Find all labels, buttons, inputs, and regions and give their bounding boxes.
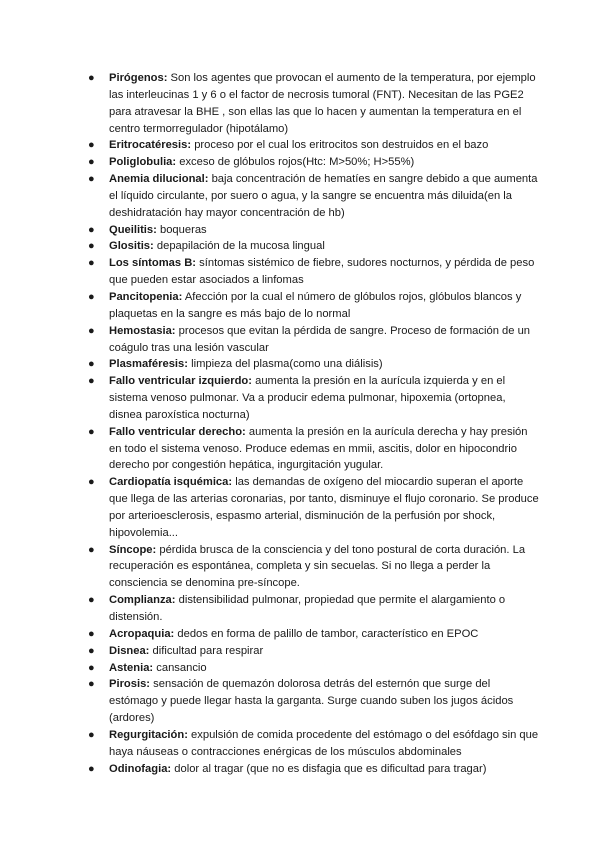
term: Pirógenos: [109, 72, 168, 84]
bullet-icon: ● [88, 324, 95, 337]
term: Síncope: [109, 543, 157, 556]
term: Disnea: [109, 644, 150, 657]
list-item [88, 154, 540, 171]
list-item [88, 323, 540, 357]
term: Glositis: [109, 240, 154, 253]
definition: proceso por el cual los eritrocitos son destruidos en el bazo [191, 139, 489, 152]
bullet-icon: ● [88, 240, 95, 253]
term: Queilitis: [109, 223, 157, 236]
bullet-icon: ● [88, 543, 95, 556]
term: Odinofagia: [109, 762, 172, 775]
definition: exceso de glóbulos rojos(Htc: M>50%; H>55%) [176, 156, 415, 169]
list-item [88, 424, 540, 475]
list-item [88, 356, 540, 373]
list-item [88, 70, 540, 137]
definition: aumenta la presión en la aurícula izquierda y en el sistema venoso pulmonar. Va a producir edema pulmonar, hipoxemia (ortopnea, disnea paroxística nocturna) [109, 375, 506, 421]
definition: aumenta la presión en la aurícula derecha y hay presión en todo el sistema venoso. Produce edemas en mmii, ascitis, dolor en hipocondrio derecho por congestión hepática, ingurgitación yugular. [109, 425, 528, 472]
list-item [88, 626, 540, 643]
term: Plasmaféresis: [109, 358, 188, 371]
definition: expulsión de comida procedente del estómago o del esófdago sin que haya náuseas o contracciones enérgicas de los músculos abdominales [109, 728, 539, 758]
bullet-icon: ● [88, 762, 95, 775]
bullet-icon: ● [88, 290, 95, 303]
bullet-icon: ● [88, 223, 95, 236]
list-item [88, 289, 540, 323]
term: Regurgitación: [109, 728, 188, 741]
term: Anemia dilucional: [109, 173, 209, 186]
term: Fallo ventricular derecho: [109, 425, 246, 438]
list-item [88, 137, 540, 154]
definition: baja concentración de hematíes en sangre debido a que aumenta el líquido circulante, por suero o agua, y la sangre se encuentra más diluida(en la deshidratación hay mayor concentración de hb) [109, 173, 538, 219]
definition: cansancio [153, 661, 207, 674]
list-item [88, 222, 540, 239]
definition: dedos en forma de palillo de tambor, característico en EPOC [174, 627, 479, 640]
bullet-icon: ● [88, 627, 95, 640]
bullet-icon: ● [88, 594, 95, 607]
term: Los síntomas B: [109, 257, 197, 270]
list-item [88, 761, 540, 778]
term: Hemostasia: [109, 324, 176, 337]
definition: Son los agentes que provocan el aumento de la temperatura, por ejemplo las interleucinas 1 y 6 o el factor de necrosis tumoral (FNT). Necesitan de las PGE2 para atravesar la BHE , son ellas las que lo hacen y aumentan la temperatura en el centro termorregulador (hipotálamo) [109, 72, 536, 135]
bullet-icon: ● [88, 425, 95, 438]
list-item [88, 373, 540, 424]
definition: Afección por la cual el número de glóbulos rojos, glóbulos blancos y plaquetas en la sangre es más bajo de lo normal [109, 290, 522, 320]
term: Acropaquia: [109, 627, 175, 640]
term: Cardiopatía isquémica: [109, 476, 233, 489]
term: Fallo ventricular izquierdo: [109, 375, 252, 388]
definition: depapilación de la mucosa lingual [153, 240, 325, 253]
definition: pérdida brusca de la consciencia y del tono postural de corta duración. La recuperación es espontánea, completa y sin secuelas. Si no llega a perder la consciencia se denomina pre-síncope. [109, 543, 526, 590]
list-item [88, 474, 540, 541]
definition: distensibilidad pulmonar, propiedad que permite el alargamiento o distensión. [109, 594, 506, 623]
list-item [88, 238, 540, 255]
definition: síntomas sistémico de fiebre, sudores nocturnos, y pérdida de peso que pueden estar asociados a linfomas [109, 257, 535, 287]
bullet-icon: ● [88, 156, 95, 169]
list-item [88, 660, 540, 677]
list-item [88, 676, 540, 727]
definition: las demandas de oxígeno del miocardio superan el aporte que llega de las arterias coronarias, por tanto, disminuye el flujo coronario. Se produce por arterioesclerosis, espasmo arterial, disminución de la perfusión por shock, hipovolemia... [109, 476, 539, 539]
bullet-icon: ● [88, 139, 95, 152]
list-item [88, 171, 540, 222]
term: Pirosis: [109, 678, 151, 691]
bullet-icon: ● [88, 358, 95, 371]
definition: boqueras [156, 223, 207, 236]
bullet-icon: ● [88, 72, 95, 84]
bullet-icon: ● [88, 257, 95, 270]
glossary-list [88, 70, 540, 777]
term: Astenia: [109, 661, 154, 674]
bullet-icon: ● [88, 375, 95, 388]
list-item [88, 643, 540, 660]
term: Pancitopenia: [109, 290, 183, 303]
list-item [88, 592, 540, 626]
list-item [88, 727, 540, 761]
definition: limpieza del plasma(como una diálisis) [188, 358, 383, 371]
bullet-icon: ● [88, 678, 95, 691]
bullet-icon: ● [88, 661, 95, 674]
bullet-icon: ● [88, 476, 95, 489]
term: Poliglobulia: [109, 156, 177, 169]
definition: procesos que evitan la pérdida de sangre. Proceso de formación de un coágulo tras una lesión vascular [109, 324, 531, 354]
term: Eritrocatéresis: [109, 139, 192, 152]
bullet-icon: ● [88, 644, 95, 657]
term: Complianza: [109, 594, 176, 607]
bullet-icon: ● [88, 173, 95, 186]
list-item [88, 542, 540, 593]
definition: dificultad para respirar [149, 644, 264, 657]
definition: dolor al tragar (que no es disfagia que es dificultad para tragar) [171, 762, 487, 775]
list-item [88, 255, 540, 289]
definition: sensación de quemazón dolorosa detrás del esternón que surge del estómago y puede llegar hasta la garganta. Surge cuando suben los jugos ácidos (ardores) [109, 678, 514, 725]
bullet-icon: ● [88, 728, 95, 741]
